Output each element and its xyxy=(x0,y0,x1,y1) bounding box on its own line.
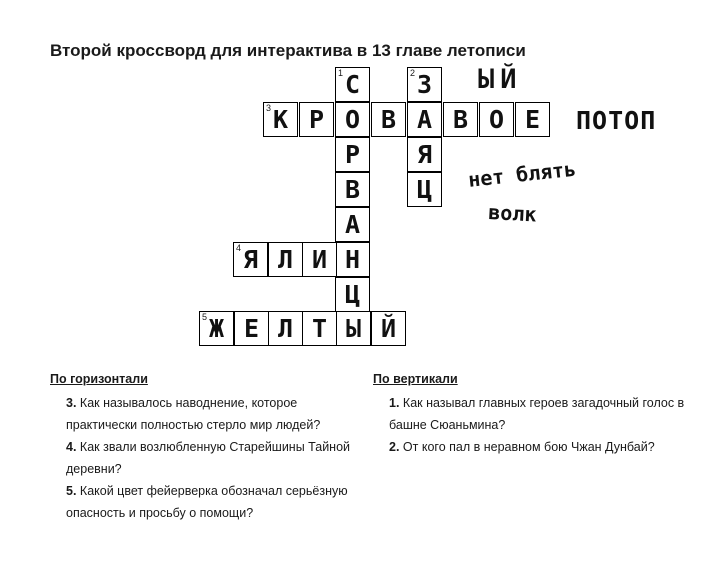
crossword-cell[interactable] xyxy=(335,137,370,172)
crossword-cell[interactable] xyxy=(302,311,337,346)
crossword-cell[interactable] xyxy=(299,102,334,137)
clue-item xyxy=(66,392,365,436)
clue-num: 5. xyxy=(66,484,77,498)
clue-number: 3 xyxy=(266,103,272,113)
clue-item xyxy=(66,436,365,480)
clue-num: 1. xyxy=(389,396,400,410)
crossword-cell[interactable] xyxy=(443,102,478,137)
handwritten-flood: ПОТОП xyxy=(576,106,657,135)
handwritten-note-line1: нет блять xyxy=(467,156,578,192)
clue-text: От кого пал в неравном бою Чжан Дунбай? xyxy=(402,440,655,454)
handwritten-note-line2: волк xyxy=(487,200,538,227)
crossword-cell[interactable] xyxy=(199,311,234,346)
down-heading: По вертикали xyxy=(373,372,458,386)
crossword-cell[interactable] xyxy=(407,67,442,102)
crossword-cell[interactable] xyxy=(371,311,406,346)
crossword-cell[interactable] xyxy=(263,102,298,137)
cell-letter: Л xyxy=(277,245,294,274)
clue-number: 5 xyxy=(202,312,208,322)
clue-num: 3. xyxy=(66,396,77,410)
across-heading: По горизонтали xyxy=(50,372,148,386)
cell-letter: А xyxy=(344,210,361,239)
clue-item xyxy=(389,392,693,436)
clue-item xyxy=(66,480,365,524)
crossword-cell[interactable] xyxy=(268,242,303,277)
clue-text: Как называл главных героев загадочный голос в башне Сюаньмина? xyxy=(389,396,685,432)
cell-letter: Ы xyxy=(345,314,362,343)
crossword-cell[interactable] xyxy=(335,67,370,102)
crossword-cell[interactable] xyxy=(233,242,268,277)
crossword-cell[interactable] xyxy=(234,311,269,346)
clue-number: 4 xyxy=(236,243,242,253)
crossword-cell[interactable] xyxy=(407,172,442,207)
cell-letter: Е xyxy=(243,314,260,343)
cell-letter: В xyxy=(344,175,361,204)
crossword-cell[interactable] xyxy=(407,102,442,137)
clue-text: Как называлось наводнение, которое практически полностью стерло мир людей? xyxy=(66,396,321,432)
clue-number: 1 xyxy=(338,68,344,78)
cell-letter: Ц xyxy=(344,280,361,309)
crossword-cell[interactable] xyxy=(335,207,370,242)
cell-letter: О xyxy=(344,105,361,134)
crossword-cell[interactable] xyxy=(515,102,550,137)
cell-letter: В xyxy=(452,105,469,134)
page-title: Второй кроссворд для интерактива в 13 главе летописи xyxy=(50,41,526,60)
cell-letter: Й xyxy=(380,314,397,343)
cell-letter: В xyxy=(380,105,397,134)
clue-text: Как звали возлюбленную Старейшины Тайной деревни? xyxy=(66,440,351,476)
cell-letter: З xyxy=(416,70,433,99)
across-clues xyxy=(50,372,365,524)
crossword-cell[interactable] xyxy=(335,242,370,277)
clue-item xyxy=(389,436,693,458)
crossword-cell[interactable] xyxy=(371,102,406,137)
cell-letter: Ж xyxy=(208,314,225,343)
crossword-cell[interactable] xyxy=(336,311,371,346)
cell-letter: Я xyxy=(416,140,433,169)
clue-number: 2 xyxy=(410,68,416,78)
cell-letter: Ц xyxy=(416,175,433,204)
cell-letter: О xyxy=(488,105,505,134)
crossword-cell[interactable] xyxy=(335,277,370,312)
clue-num: 2. xyxy=(389,440,400,454)
cell-letter: К xyxy=(272,105,289,134)
handwritten-ending: ЫЙ xyxy=(478,64,523,95)
crossword-cell[interactable] xyxy=(335,172,370,207)
cell-letter: Е xyxy=(524,105,541,134)
crossword-cell[interactable] xyxy=(268,311,303,346)
cell-letter: И xyxy=(311,245,328,274)
down-clues xyxy=(373,372,693,458)
clue-text: Какой цвет фейерверка обозначал серьёзную опасность и просьбу о помощи? xyxy=(66,484,348,520)
crossword-cell[interactable] xyxy=(407,137,442,172)
cell-letter: Т xyxy=(311,314,328,343)
crossword-cell[interactable] xyxy=(479,102,514,137)
cell-letter: С xyxy=(344,70,361,99)
cell-letter: Я xyxy=(242,245,259,274)
cell-letter: Н xyxy=(344,245,361,274)
crossword-cell[interactable] xyxy=(335,102,370,137)
cell-letter: Л xyxy=(277,314,294,343)
crossword-cell[interactable] xyxy=(302,242,337,277)
clue-num: 4. xyxy=(66,440,77,454)
cell-letter: Р xyxy=(308,105,325,134)
cell-letter: А xyxy=(416,105,433,134)
cell-letter: Р xyxy=(344,140,361,169)
